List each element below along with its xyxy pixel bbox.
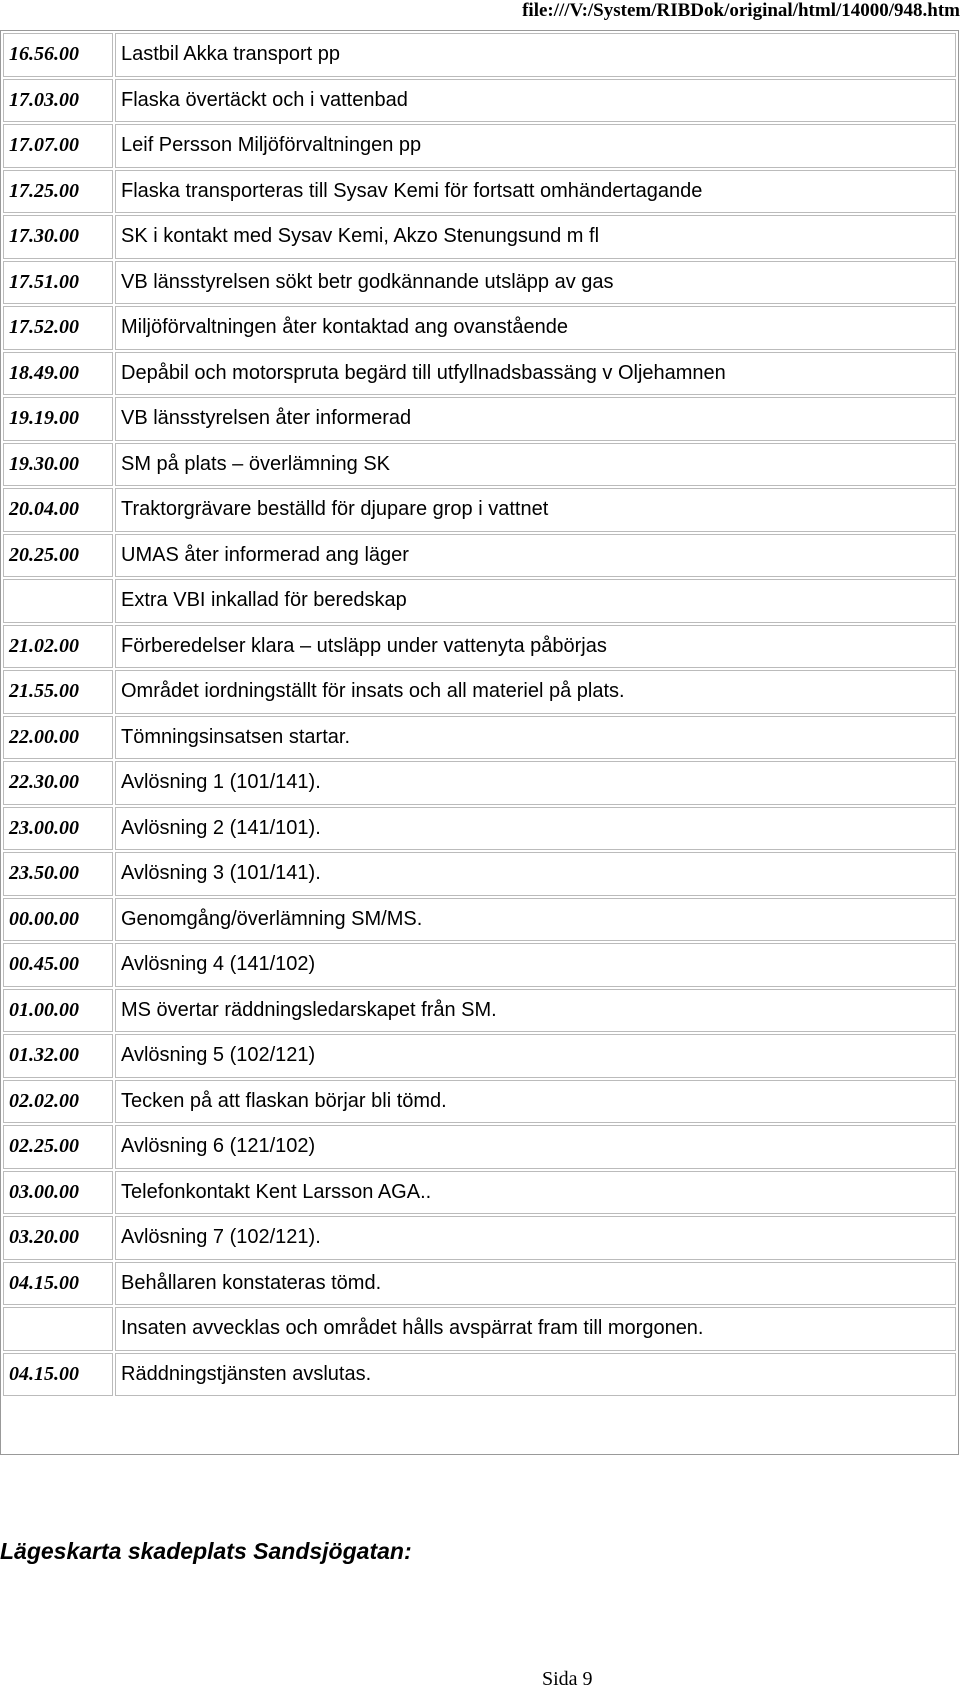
time-cell: 00.45.00 xyxy=(3,943,113,987)
time-cell: 20.25.00 xyxy=(3,534,113,578)
page-number: Sida 9 xyxy=(542,1668,593,1690)
event-cell: Miljöförvaltningen åter kontaktad ang ovanstående xyxy=(115,306,956,350)
table-row xyxy=(3,852,956,896)
table-row xyxy=(3,625,956,669)
event-log-table xyxy=(0,30,959,1455)
event-cell: Tömningsinsatsen startar. xyxy=(115,716,956,760)
event-cell: MS övertar räddningsledarskapet från SM. xyxy=(115,989,956,1033)
source-url: file:///V:/System/RIBDok/original/html/14000/948.htm xyxy=(522,0,960,21)
time-cell: 03.20.00 xyxy=(3,1216,113,1260)
time-cell: 17.25.00 xyxy=(3,170,113,214)
event-cell: Leif Persson Miljöförvaltningen pp xyxy=(115,124,956,168)
time-cell: 17.07.00 xyxy=(3,124,113,168)
table-row xyxy=(3,534,956,578)
time-cell: 19.30.00 xyxy=(3,443,113,487)
table-row xyxy=(3,488,956,532)
event-cell: Tecken på att flaskan börjar bli tömd. xyxy=(115,1080,956,1124)
event-cell: Förberedelser klara – utsläpp under vattenyta påbörjas xyxy=(115,625,956,669)
time-cell: 04.15.00 xyxy=(3,1353,113,1397)
time-cell: 21.02.00 xyxy=(3,625,113,669)
time-cell: 17.03.00 xyxy=(3,79,113,123)
table-row xyxy=(3,943,956,987)
event-cell: Avlösning 7 (102/121). xyxy=(115,1216,956,1260)
time-cell: 22.30.00 xyxy=(3,761,113,805)
event-cell: Telefonkontakt Kent Larsson AGA.. xyxy=(115,1171,956,1215)
table-row xyxy=(3,1353,956,1397)
event-cell: UMAS åter informerad ang läger xyxy=(115,534,956,578)
table-row xyxy=(3,215,956,259)
event-cell: Avlösning 6 (121/102) xyxy=(115,1125,956,1169)
table-row xyxy=(3,1262,956,1306)
event-cell: Avlösning 5 (102/121) xyxy=(115,1034,956,1078)
time-cell: 22.00.00 xyxy=(3,716,113,760)
time-cell: 23.00.00 xyxy=(3,807,113,851)
table-row xyxy=(3,670,956,714)
event-cell: Området iordningställt för insats och all materiel på plats. xyxy=(115,670,956,714)
time-cell: 01.32.00 xyxy=(3,1034,113,1078)
section-heading: Lägeskarta skadeplats Sandsjögatan: xyxy=(0,1538,412,1564)
time-cell: 04.15.00 xyxy=(3,1262,113,1306)
time-cell: 18.49.00 xyxy=(3,352,113,396)
time-cell xyxy=(3,1307,113,1351)
event-cell: Extra VBI inkallad för beredskap xyxy=(115,579,956,623)
event-cell: Insaten avvecklas och området hålls avspärrat fram till morgonen. xyxy=(115,1307,956,1351)
event-cell: Avlösning 3 (101/141). xyxy=(115,852,956,896)
table-row xyxy=(3,807,956,851)
time-cell: 19.19.00 xyxy=(3,397,113,441)
table-row xyxy=(3,261,956,305)
time-cell: 17.30.00 xyxy=(3,215,113,259)
table-row xyxy=(3,33,956,77)
table-row xyxy=(3,989,956,1033)
time-cell: 02.25.00 xyxy=(3,1125,113,1169)
table-row xyxy=(3,124,956,168)
event-cell: Avlösning 1 (101/141). xyxy=(115,761,956,805)
table-row xyxy=(3,170,956,214)
event-cell: Avlösning 4 (141/102) xyxy=(115,943,956,987)
event-cell: Lastbil Akka transport pp xyxy=(115,33,956,77)
table-row xyxy=(3,716,956,760)
table-row xyxy=(3,761,956,805)
time-cell: 20.04.00 xyxy=(3,488,113,532)
event-cell: Räddningstjänsten avslutas. xyxy=(115,1353,956,1397)
time-cell: 23.50.00 xyxy=(3,852,113,896)
event-cell: SK i kontakt med Sysav Kemi, Akzo Stenungsund m fl xyxy=(115,215,956,259)
event-cell: Behållaren konstateras tömd. xyxy=(115,1262,956,1306)
event-cell: Avlösning 2 (141/101). xyxy=(115,807,956,851)
table-row xyxy=(3,443,956,487)
time-cell: 02.02.00 xyxy=(3,1080,113,1124)
table-row xyxy=(3,1171,956,1215)
table-row xyxy=(3,1216,956,1260)
event-cell: Depåbil och motorspruta begärd till utfyllnadsbassäng v Oljehamnen xyxy=(115,352,956,396)
table-row xyxy=(3,397,956,441)
table-row xyxy=(3,579,956,623)
time-cell xyxy=(3,579,113,623)
time-cell: 17.51.00 xyxy=(3,261,113,305)
time-cell: 21.55.00 xyxy=(3,670,113,714)
table-row xyxy=(3,1307,956,1351)
table-row xyxy=(3,352,956,396)
event-cell: VB länsstyrelsen sökt betr godkännande utsläpp av gas xyxy=(115,261,956,305)
event-cell: Flaska övertäckt och i vattenbad xyxy=(115,79,956,123)
table-row xyxy=(3,898,956,942)
table-row xyxy=(3,306,956,350)
time-cell: 17.52.00 xyxy=(3,306,113,350)
time-cell: 16.56.00 xyxy=(3,33,113,77)
event-cell: Flaska transporteras till Sysav Kemi för fortsatt omhändertagande xyxy=(115,170,956,214)
event-cell: VB länsstyrelsen åter informerad xyxy=(115,397,956,441)
table-row xyxy=(3,79,956,123)
event-cell: SM på plats – överlämning SK xyxy=(115,443,956,487)
table-row xyxy=(3,1125,956,1169)
time-cell: 01.00.00 xyxy=(3,989,113,1033)
event-cell: Genomgång/överlämning SM/MS. xyxy=(115,898,956,942)
table-row xyxy=(3,1034,956,1078)
event-log-body xyxy=(3,33,956,1396)
table-row xyxy=(3,1080,956,1124)
time-cell: 00.00.00 xyxy=(3,898,113,942)
event-cell: Traktorgrävare beställd för djupare grop i vattnet xyxy=(115,488,956,532)
time-cell: 03.00.00 xyxy=(3,1171,113,1215)
